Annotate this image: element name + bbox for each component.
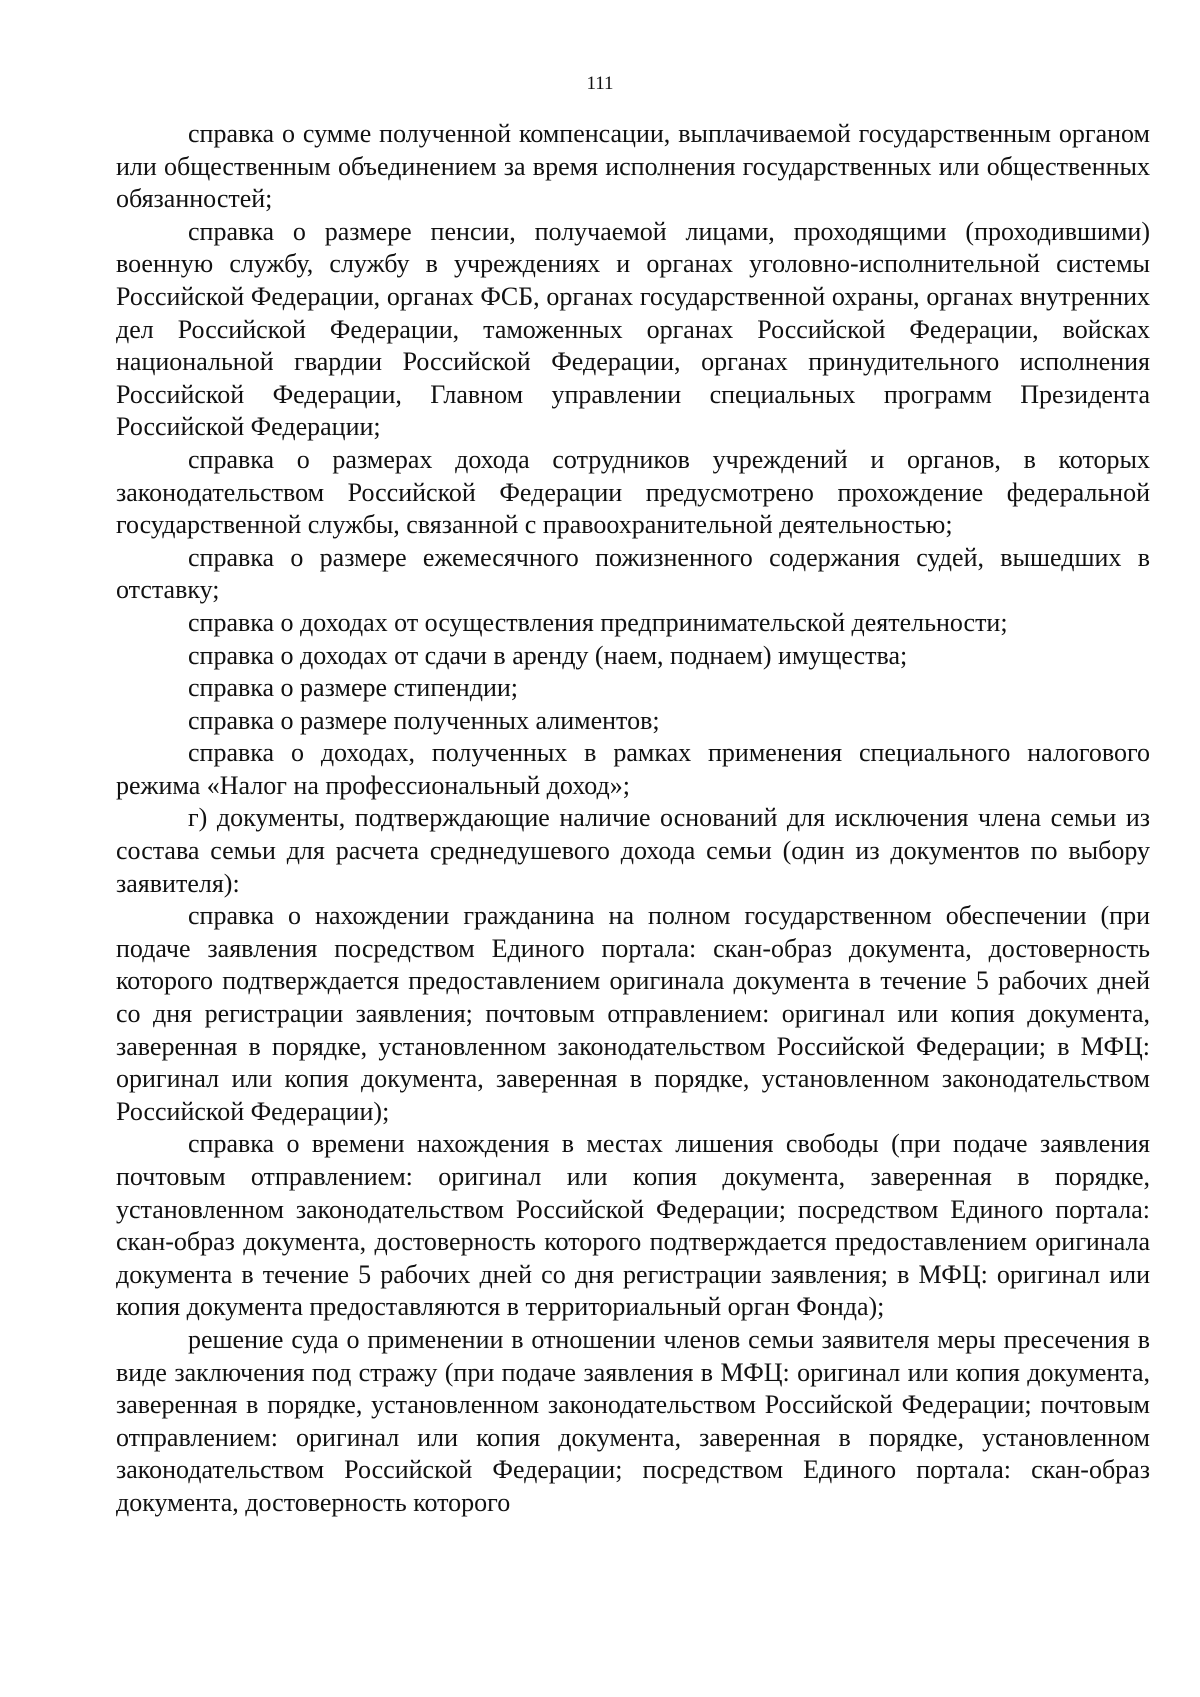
document-body: [116, 118, 1150, 1520]
paragraph-rental-income: справка о доходах от сдачи в аренду (наем, поднаем) имущества;: [188, 640, 908, 670]
paragraph-business-income: справка о доходах от осуществления предпринимательской деятельности;: [188, 607, 1008, 637]
paragraph-imprisonment-certificate: справка о времени нахождения в местах лишения свободы (при подаче заявления почтовым отправлением: оригинал или копия документа, заверенная в порядке, установленном законодательством Российской Федерации; посредством Единого портала: скан-образ документа, достоверность которого подтверждается предоставлением оригинала документа в течение 5 рабочих дней со дня регистрации заявления; в МФЦ: оригинал или копия документа предоставляются в территориальный орган Фонда);: [116, 1129, 1150, 1322]
paragraph-item-g-exclusion-documents: г) документы, подтверждающие наличие оснований для исключения члена семьи из состава семьи для расчета среднедушевого дохода семьи (один из документов по выбору заявителя):: [116, 803, 1150, 898]
paragraph-stipend: справка о размере стипендии;: [188, 673, 518, 703]
paragraph-court-decision: решение суда о применении в отношении членов семьи заявителя меры пресечения в виде заключения под стражу (при подаче заявления в МФЦ: оригинал или копия документа, заверенная в порядке, установленном законодательством Российской Федерации; почтовым отправлением: оригинал или копия документа, заверенная в порядке, установленном законодательством Российской Федерации; посредством Единого портала: скан-образ документа, достоверность которого: [116, 1324, 1150, 1517]
paragraph-judges-allowance: справка о размере ежемесячного пожизненного содержания судей, вышедших в отставку;: [116, 542, 1150, 605]
paragraph-law-enforcement-income: справка о размерах дохода сотрудников учреждений и органов, в которых законодательством Российской Федерации предусмотрено прохождение федеральной государственной службы, связанной с правоохранительной деятельностью;: [116, 444, 1150, 540]
paragraph-alimony: справка о размере полученных алиментов;: [188, 705, 660, 735]
paragraph-professional-income-tax: справка о доходах, полученных в рамках применения специального налогового режима «Налог на профессиональный доход»;: [116, 738, 1150, 800]
paragraph-state-support-certificate: справка о нахождении гражданина на полном государственном обеспечении (при подаче заявления посредством Единого портала: скан-образ документа, достоверность которого подтверждается предоставлением оригинала документа в течение 5 рабочих дней со дня регистрации заявления; почтовым отправлением: оригинал или копия документа, заверенная в порядке, установленном законодательством Российской Федерации; в МФЦ: оригинал или копия документа, заверенная в порядке, установленном законодательством Российской Федерации);: [116, 901, 1150, 1126]
paragraph-pension-certificate: справка о размере пенсии, получаемой лицами, проходящими (проходившими) военную службу, службу в учреждениях и органах уголовно-исполнительной системы Российской Федерации, органах ФСБ, органах государственной охраны, органах внутренних дел Российской Федерации, таможенных органах Российской Федерации, войсках национальной гвардии Российской Федерации, органах принудительного исполнения Российской Федерации, Главном управлении специальных программ Президента Российской Федерации;: [116, 216, 1150, 442]
page-number: 111: [586, 73, 614, 94]
paragraph-compensation-certificate: справка о сумме полученной компенсации, выплачиваемой государственным органом или общественным объединением за время исполнения государственных или общественных обязанностей;: [116, 119, 1150, 214]
